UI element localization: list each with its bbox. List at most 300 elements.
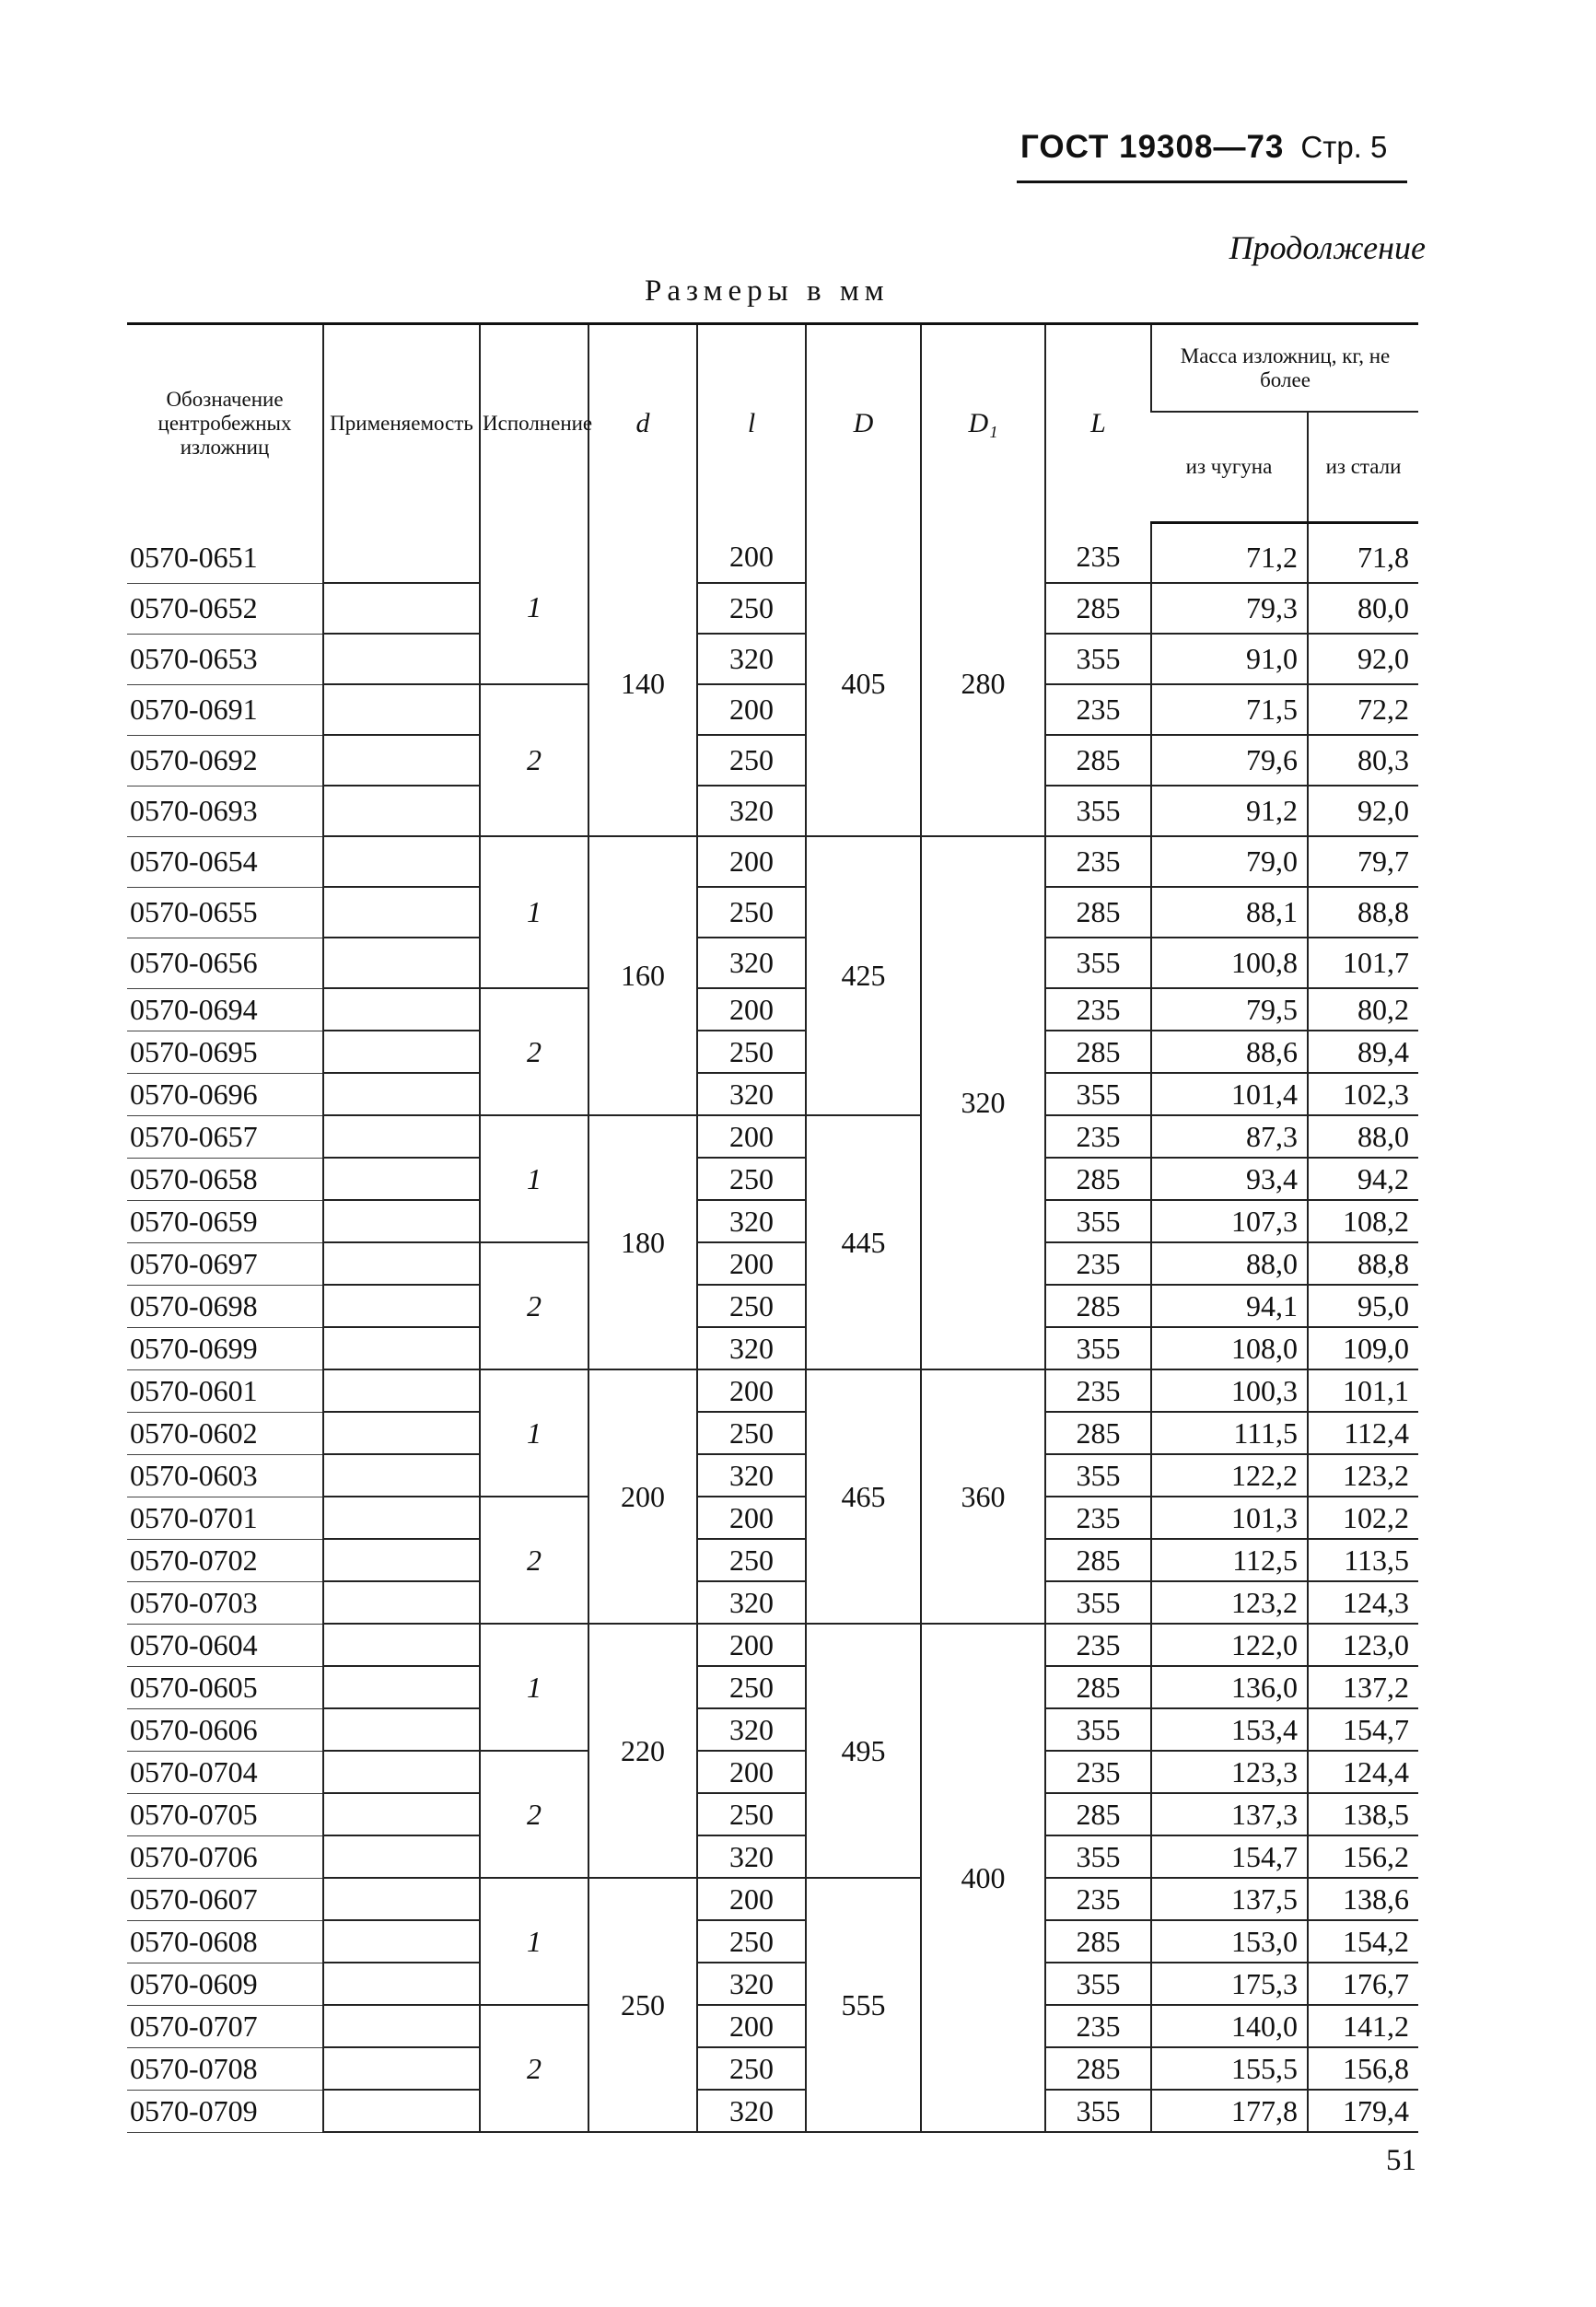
L-cell: 355: [1045, 1454, 1151, 1497]
mass-steel-cell: 108,2: [1308, 1200, 1418, 1242]
table-row: [127, 684, 1418, 735]
L-cell: 235: [1045, 1369, 1151, 1412]
table-row: [127, 1412, 1418, 1454]
col-l: l: [697, 324, 806, 523]
table-row: [127, 1878, 1418, 1920]
D1-cell: 360: [921, 1369, 1045, 1624]
table-row: [127, 1581, 1418, 1624]
col-mass: Масса изложниц, кг, не более: [1151, 324, 1418, 413]
execution-cell: 1: [480, 836, 588, 988]
d-cell: 200: [588, 1369, 697, 1624]
L-cell: 355: [1045, 634, 1151, 684]
table-row: [127, 1454, 1418, 1497]
application-cell: [323, 1497, 480, 1539]
application-cell: [323, 887, 480, 938]
mass-steel-cell: 88,8: [1308, 887, 1418, 938]
mass-steel-cell: 138,5: [1308, 1793, 1418, 1835]
table-row: [127, 2005, 1418, 2047]
mass-iron-cell: 122,0: [1151, 1624, 1308, 1666]
application-cell: [323, 735, 480, 786]
l-cell: 320: [697, 938, 806, 988]
l-cell: 250: [697, 887, 806, 938]
execution-cell: 1: [480, 1878, 588, 2005]
designation-cell: 0570-0609: [127, 1963, 323, 2005]
l-cell: 250: [697, 1666, 806, 1708]
L-cell: 285: [1045, 1793, 1151, 1835]
mass-iron-cell: 71,2: [1151, 523, 1308, 584]
l-cell: 250: [697, 1793, 806, 1835]
l-cell: 200: [697, 1624, 806, 1666]
application-cell: [323, 1327, 480, 1369]
table-row: [127, 735, 1418, 786]
mass-iron-cell: 79,3: [1151, 583, 1308, 634]
application-cell: [323, 1793, 480, 1835]
execution-cell: 2: [480, 1751, 588, 1878]
table-row: [127, 1835, 1418, 1878]
mass-steel-cell: 179,4: [1308, 2090, 1418, 2132]
designation-cell: 0570-0654: [127, 836, 323, 887]
standard-number: ГОСТ 19308—73: [1020, 129, 1285, 165]
application-cell: [323, 1454, 480, 1497]
mass-iron-cell: 153,4: [1151, 1708, 1308, 1751]
L-cell: 235: [1045, 523, 1151, 584]
L-cell: 355: [1045, 1073, 1151, 1115]
mass-iron-cell: 140,0: [1151, 2005, 1308, 2047]
mass-iron-cell: 123,3: [1151, 1751, 1308, 1793]
table-row: [127, 1158, 1418, 1200]
mass-iron-cell: 79,5: [1151, 988, 1308, 1031]
application-cell: [323, 1920, 480, 1963]
designation-cell: 0570-0706: [127, 1835, 323, 1878]
page-header: [1020, 129, 1409, 166]
mass-iron-cell: 100,3: [1151, 1369, 1308, 1412]
application-cell: [323, 583, 480, 634]
application-cell: [323, 1581, 480, 1624]
D1-cell: 280: [921, 523, 1045, 837]
L-cell: 285: [1045, 1666, 1151, 1708]
table-row: [127, 1115, 1418, 1158]
application-cell: [323, 1115, 480, 1158]
application-cell: [323, 1963, 480, 2005]
mass-steel-cell: 95,0: [1308, 1285, 1418, 1327]
mass-steel-cell: 138,6: [1308, 1878, 1418, 1920]
mass-iron-cell: 177,8: [1151, 2090, 1308, 2132]
header-rule: [1017, 181, 1407, 183]
mass-steel-cell: 123,2: [1308, 1454, 1418, 1497]
mass-steel-cell: 154,7: [1308, 1708, 1418, 1751]
designation-cell: 0570-0606: [127, 1708, 323, 1751]
L-cell: 235: [1045, 1497, 1151, 1539]
designation-cell: 0570-0652: [127, 583, 323, 634]
l-cell: 200: [697, 988, 806, 1031]
application-cell: [323, 2047, 480, 2090]
mass-steel-cell: 124,3: [1308, 1581, 1418, 1624]
mass-iron-cell: 136,0: [1151, 1666, 1308, 1708]
L-cell: 235: [1045, 1751, 1151, 1793]
designation-cell: 0570-0658: [127, 1158, 323, 1200]
application-cell: [323, 523, 480, 584]
mass-iron-cell: 79,0: [1151, 836, 1308, 887]
mass-steel-cell: 80,2: [1308, 988, 1418, 1031]
table-row: [127, 1751, 1418, 1793]
designation-cell: 0570-0653: [127, 634, 323, 684]
table-row: [127, 1327, 1418, 1369]
application-cell: [323, 1624, 480, 1666]
table-row: [127, 1285, 1418, 1327]
col-d: d: [588, 324, 697, 523]
execution-cell: 1: [480, 1624, 588, 1751]
l-cell: 200: [697, 1369, 806, 1412]
table-row: [127, 634, 1418, 684]
designation-cell: 0570-0708: [127, 2047, 323, 2090]
designation-cell: 0570-0608: [127, 1920, 323, 1963]
l-cell: 200: [697, 523, 806, 584]
designation-cell: 0570-0691: [127, 684, 323, 735]
col-mass-iron: из чугуна: [1151, 412, 1308, 523]
d-cell: 140: [588, 523, 697, 837]
table-row: [127, 1369, 1418, 1412]
application-cell: [323, 634, 480, 684]
mass-steel-cell: 101,7: [1308, 938, 1418, 988]
table-row: [127, 1200, 1418, 1242]
L-cell: 285: [1045, 887, 1151, 938]
designation-cell: 0570-0655: [127, 887, 323, 938]
application-cell: [323, 1412, 480, 1454]
mass-iron-cell: 155,5: [1151, 2047, 1308, 2090]
mass-iron-cell: 137,3: [1151, 1793, 1308, 1835]
L-cell: 285: [1045, 735, 1151, 786]
col-mass-steel: из стали: [1308, 412, 1418, 523]
L-cell: 285: [1045, 1412, 1151, 1454]
mass-iron-cell: 108,0: [1151, 1327, 1308, 1369]
application-cell: [323, 1200, 480, 1242]
table-row: [127, 887, 1418, 938]
col-L: L: [1045, 324, 1151, 523]
d-cell: 250: [588, 1878, 697, 2132]
L-cell: 355: [1045, 1835, 1151, 1878]
l-cell: 200: [697, 1751, 806, 1793]
table-row: [127, 2090, 1418, 2132]
l-cell: 320: [697, 1454, 806, 1497]
L-cell: 235: [1045, 684, 1151, 735]
execution-cell: 1: [480, 523, 588, 685]
table-row: [127, 1624, 1418, 1666]
L-cell: 355: [1045, 1200, 1151, 1242]
designation-cell: 0570-0651: [127, 523, 323, 584]
mass-iron-cell: 79,6: [1151, 735, 1308, 786]
mass-steel-cell: 154,2: [1308, 1920, 1418, 1963]
designation-cell: 0570-0659: [127, 1200, 323, 1242]
mass-iron-cell: 175,3: [1151, 1963, 1308, 2005]
mass-steel-cell: 80,0: [1308, 583, 1418, 634]
table-row: [127, 836, 1418, 887]
designation-cell: 0570-0705: [127, 1793, 323, 1835]
designation-cell: 0570-0703: [127, 1581, 323, 1624]
L-cell: 355: [1045, 1581, 1151, 1624]
designation-cell: 0570-0607: [127, 1878, 323, 1920]
mass-steel-cell: 102,2: [1308, 1497, 1418, 1539]
mass-iron-cell: 94,1: [1151, 1285, 1308, 1327]
designation-cell: 0570-0656: [127, 938, 323, 988]
mass-iron-cell: 100,8: [1151, 938, 1308, 988]
D1-cell: 320: [921, 836, 1045, 1369]
table-row: [127, 1793, 1418, 1835]
execution-cell: 2: [480, 1242, 588, 1369]
L-cell: 285: [1045, 1285, 1151, 1327]
designation-cell: 0570-0695: [127, 1031, 323, 1073]
application-cell: [323, 1666, 480, 1708]
L-cell: 235: [1045, 1242, 1151, 1285]
mass-iron-cell: 107,3: [1151, 1200, 1308, 1242]
l-cell: 200: [697, 1497, 806, 1539]
L-cell: 235: [1045, 1624, 1151, 1666]
l-cell: 250: [697, 1539, 806, 1581]
mass-steel-cell: 88,8: [1308, 1242, 1418, 1285]
L-cell: 285: [1045, 2047, 1151, 2090]
designation-cell: 0570-0694: [127, 988, 323, 1031]
l-cell: 320: [697, 1200, 806, 1242]
l-cell: 320: [697, 1073, 806, 1115]
l-cell: 250: [697, 1285, 806, 1327]
mass-steel-cell: 176,7: [1308, 1963, 1418, 2005]
l-cell: 250: [697, 1412, 806, 1454]
application-cell: [323, 1369, 480, 1412]
L-cell: 285: [1045, 1158, 1151, 1200]
mass-steel-cell: 124,4: [1308, 1751, 1418, 1793]
table-body: [127, 523, 1418, 2133]
mass-iron-cell: 91,0: [1151, 634, 1308, 684]
application-cell: [323, 2090, 480, 2132]
mass-steel-cell: 92,0: [1308, 634, 1418, 684]
page-label: Стр. 5: [1300, 130, 1388, 164]
table-row: [127, 1031, 1418, 1073]
designation-cell: 0570-0698: [127, 1285, 323, 1327]
L-cell: 355: [1045, 786, 1151, 836]
application-cell: [323, 1285, 480, 1327]
mass-steel-cell: 156,2: [1308, 1835, 1418, 1878]
mass-steel-cell: 72,2: [1308, 684, 1418, 735]
application-cell: [323, 1158, 480, 1200]
designation-cell: 0570-0601: [127, 1369, 323, 1412]
col-execution: Исполнение: [480, 324, 588, 523]
D-cell: 555: [806, 1878, 921, 2132]
l-cell: 320: [697, 1835, 806, 1878]
L-cell: 355: [1045, 1708, 1151, 1751]
d-cell: 180: [588, 1115, 697, 1369]
table-row: [127, 988, 1418, 1031]
application-cell: [323, 1751, 480, 1793]
application-cell: [323, 988, 480, 1031]
application-cell: [323, 1878, 480, 1920]
designation-cell: 0570-0604: [127, 1624, 323, 1666]
col-D1: D₁: [921, 324, 1045, 523]
table-row: [127, 1708, 1418, 1751]
execution-cell: 2: [480, 2005, 588, 2132]
mass-iron-cell: 101,4: [1151, 1073, 1308, 1115]
mass-steel-cell: 141,2: [1308, 2005, 1418, 2047]
mass-iron-cell: 123,2: [1151, 1581, 1308, 1624]
application-cell: [323, 1835, 480, 1878]
D1-cell: 400: [921, 1624, 1045, 2132]
mass-iron-cell: 137,5: [1151, 1878, 1308, 1920]
application-cell: [323, 786, 480, 836]
table-row: [127, 1963, 1418, 2005]
L-cell: 285: [1045, 1920, 1151, 1963]
L-cell: 355: [1045, 1963, 1151, 2005]
l-cell: 320: [697, 2090, 806, 2132]
application-cell: [323, 1073, 480, 1115]
table-row: [127, 938, 1418, 988]
designation-cell: 0570-0704: [127, 1751, 323, 1793]
table-row: [127, 1497, 1418, 1539]
execution-cell: 2: [480, 1497, 588, 1624]
d-cell: 160: [588, 836, 697, 1115]
L-cell: 285: [1045, 1539, 1151, 1581]
table-row: [127, 786, 1418, 836]
table-row: [127, 1666, 1418, 1708]
l-cell: 200: [697, 684, 806, 735]
mass-iron-cell: 122,2: [1151, 1454, 1308, 1497]
d-cell: 220: [588, 1624, 697, 1878]
mass-steel-cell: 101,1: [1308, 1369, 1418, 1412]
mass-steel-cell: 71,8: [1308, 523, 1418, 584]
table-row: [127, 1539, 1418, 1581]
mass-steel-cell: 94,2: [1308, 1158, 1418, 1200]
designation-cell: 0570-0605: [127, 1666, 323, 1708]
page-number: 51: [1386, 2144, 1416, 2177]
l-cell: 320: [697, 786, 806, 836]
mass-iron-cell: 91,2: [1151, 786, 1308, 836]
mass-iron-cell: 88,1: [1151, 887, 1308, 938]
L-cell: 235: [1045, 988, 1151, 1031]
mass-steel-cell: 156,8: [1308, 2047, 1418, 2090]
D-cell: 425: [806, 836, 921, 1115]
designation-cell: 0570-0701: [127, 1497, 323, 1539]
execution-cell: 1: [480, 1115, 588, 1242]
table-row: [127, 583, 1418, 634]
designation-cell: 0570-0709: [127, 2090, 323, 2132]
units-caption: Размеры в мм: [645, 274, 890, 308]
mass-iron-cell: 88,6: [1151, 1031, 1308, 1073]
application-cell: [323, 2005, 480, 2047]
continuation-label: Продолжение: [1229, 229, 1426, 266]
designation-cell: 0570-0707: [127, 2005, 323, 2047]
l-cell: 250: [697, 583, 806, 634]
col-designation: Обозначение центробежных изложниц: [127, 324, 323, 523]
execution-cell: 2: [480, 684, 588, 836]
designation-cell: 0570-0697: [127, 1242, 323, 1285]
designation-cell: 0570-0657: [127, 1115, 323, 1158]
l-cell: 200: [697, 1878, 806, 1920]
mass-steel-cell: 102,3: [1308, 1073, 1418, 1115]
designation-cell: 0570-0699: [127, 1327, 323, 1369]
mass-steel-cell: 109,0: [1308, 1327, 1418, 1369]
mass-iron-cell: 112,5: [1151, 1539, 1308, 1581]
l-cell: 250: [697, 1920, 806, 1963]
dimensions-table: [127, 322, 1418, 2133]
l-cell: 200: [697, 836, 806, 887]
table-row: [127, 1920, 1418, 1963]
D-cell: 445: [806, 1115, 921, 1369]
l-cell: 200: [697, 2005, 806, 2047]
designation-cell: 0570-0693: [127, 786, 323, 836]
mass-steel-cell: 137,2: [1308, 1666, 1418, 1708]
execution-cell: 2: [480, 988, 588, 1115]
application-cell: [323, 1539, 480, 1581]
col-D: D: [806, 324, 921, 523]
mass-iron-cell: 111,5: [1151, 1412, 1308, 1454]
application-cell: [323, 1031, 480, 1073]
L-cell: 285: [1045, 583, 1151, 634]
l-cell: 320: [697, 1963, 806, 2005]
mass-steel-cell: 92,0: [1308, 786, 1418, 836]
L-cell: 355: [1045, 1327, 1151, 1369]
l-cell: 320: [697, 1708, 806, 1751]
L-cell: 355: [1045, 938, 1151, 988]
L-cell: 235: [1045, 836, 1151, 887]
mass-steel-cell: 112,4: [1308, 1412, 1418, 1454]
designation-cell: 0570-0702: [127, 1539, 323, 1581]
execution-cell: 1: [480, 1369, 588, 1497]
mass-steel-cell: 80,3: [1308, 735, 1418, 786]
mass-steel-cell: 88,0: [1308, 1115, 1418, 1158]
application-cell: [323, 938, 480, 988]
D-cell: 465: [806, 1369, 921, 1624]
mass-steel-cell: 123,0: [1308, 1624, 1418, 1666]
l-cell: 250: [697, 735, 806, 786]
designation-cell: 0570-0692: [127, 735, 323, 786]
l-cell: 320: [697, 634, 806, 684]
mass-iron-cell: 87,3: [1151, 1115, 1308, 1158]
mass-steel-cell: 113,5: [1308, 1539, 1418, 1581]
l-cell: 250: [697, 1031, 806, 1073]
mass-steel-cell: 89,4: [1308, 1031, 1418, 1073]
mass-iron-cell: 101,3: [1151, 1497, 1308, 1539]
l-cell: 250: [697, 1158, 806, 1200]
L-cell: 285: [1045, 1031, 1151, 1073]
col-application: Применяемость: [323, 324, 480, 523]
L-cell: 355: [1045, 2090, 1151, 2132]
table-row: [127, 2047, 1418, 2090]
l-cell: 250: [697, 2047, 806, 2090]
mass-iron-cell: 88,0: [1151, 1242, 1308, 1285]
application-cell: [323, 1242, 480, 1285]
application-cell: [323, 836, 480, 887]
table-row: [127, 1242, 1418, 1285]
l-cell: 320: [697, 1581, 806, 1624]
l-cell: 200: [697, 1115, 806, 1158]
mass-iron-cell: 154,7: [1151, 1835, 1308, 1878]
L-cell: 235: [1045, 2005, 1151, 2047]
designation-cell: 0570-0603: [127, 1454, 323, 1497]
L-cell: 235: [1045, 1115, 1151, 1158]
table-row: [127, 1073, 1418, 1115]
l-cell: 200: [697, 1242, 806, 1285]
L-cell: 235: [1045, 1878, 1151, 1920]
D-cell: 405: [806, 523, 921, 837]
application-cell: [323, 1708, 480, 1751]
application-cell: [323, 684, 480, 735]
designation-cell: 0570-0602: [127, 1412, 323, 1454]
l-cell: 320: [697, 1327, 806, 1369]
designation-cell: 0570-0696: [127, 1073, 323, 1115]
table-row: [127, 523, 1418, 584]
D-cell: 495: [806, 1624, 921, 1878]
mass-iron-cell: 153,0: [1151, 1920, 1308, 1963]
mass-steel-cell: 79,7: [1308, 836, 1418, 887]
mass-iron-cell: 93,4: [1151, 1158, 1308, 1200]
mass-iron-cell: 71,5: [1151, 684, 1308, 735]
